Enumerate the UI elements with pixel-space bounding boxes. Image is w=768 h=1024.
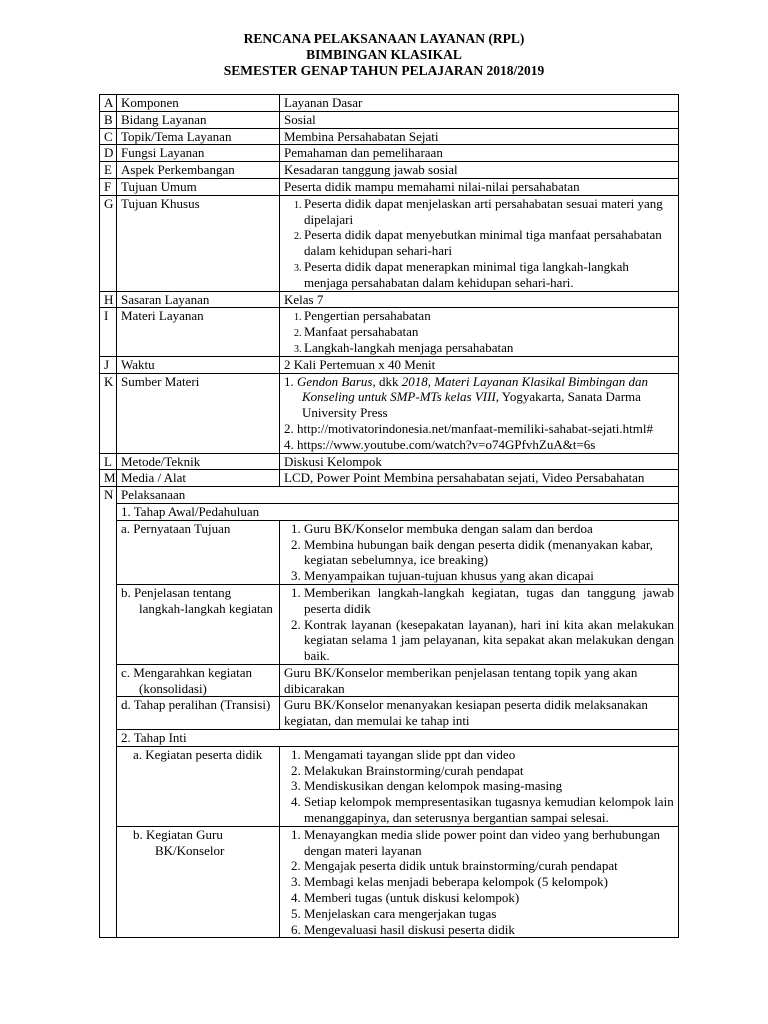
source-1-author: Gendon Barus bbox=[297, 373, 373, 389]
row-letter: K bbox=[100, 373, 117, 453]
source-1 bbox=[284, 374, 674, 421]
list-item: 4. Setiap kelompok mempresentasikan tugasnya kemudian kelompok lain menanggapinya, dan seterusnya bergantian sampai selesai. bbox=[304, 794, 674, 826]
table-row bbox=[100, 826, 679, 938]
table-row bbox=[100, 145, 679, 162]
list-item: 2. Membina hubungan baik dengan peserta didik (menanyakan kabar, kegiatan sebelumnya, ice breaking) bbox=[304, 537, 674, 569]
row-letter: G bbox=[100, 195, 117, 291]
sub-label: c. Mengarahkan kegiatan (konsolidasi) bbox=[117, 664, 280, 697]
list-item: 1. Peserta didik dapat menjelaskan arti persahabatan sesuai materi yang dipelajari bbox=[304, 196, 674, 228]
source-2[interactable]: 2. http://motivatorindonesia.net/manfaat-memiliki-sahabat-sejati.html# bbox=[284, 420, 653, 436]
table-row bbox=[100, 453, 679, 470]
row-letter: A bbox=[100, 95, 117, 112]
row-value bbox=[280, 373, 679, 453]
sub-value bbox=[280, 826, 679, 938]
table-row bbox=[100, 697, 679, 730]
doc-title-line2: BIMBINGAN KLASIKAL bbox=[306, 47, 462, 62]
row-value: Membina Persahabatan Sejati bbox=[280, 128, 679, 145]
row-letter: E bbox=[100, 162, 117, 179]
list-item: 3. Menyampaikan tujuan-tujuan khusus yang akan dicapai bbox=[304, 568, 674, 584]
table-row bbox=[100, 487, 679, 504]
sub-label: b. Penjelasan tentang langkah-langkah kegiatan bbox=[117, 584, 280, 664]
doc-title-line3: SEMESTER GENAP TAHUN PELAJARAN 2018/2019 bbox=[223, 63, 545, 78]
list-item: 5. Menjelaskan cara mengerjakan tugas bbox=[304, 906, 674, 922]
table-row bbox=[100, 730, 679, 747]
row-label: Waktu bbox=[117, 356, 280, 373]
source-1-etal: , dkk bbox=[372, 373, 402, 389]
table-row bbox=[100, 520, 679, 584]
rpl-table bbox=[99, 94, 679, 938]
table-row bbox=[100, 584, 679, 664]
sub-value: Guru BK/Konselor menanyakan kesiapan peserta didik melaksanakan kegiatan, dan memulai ke tahap inti bbox=[280, 697, 679, 730]
sub-value bbox=[280, 746, 679, 826]
row-label: Topik/Tema Layanan bbox=[117, 128, 280, 145]
list-item: 3. Membagi kelas menjadi beberapa kelompok (5 kelompok) bbox=[304, 874, 674, 890]
row-label: Bidang Layanan bbox=[117, 111, 280, 128]
row-value: Layanan Dasar bbox=[280, 95, 679, 112]
list-item: 2. Mengajak peserta didik untuk brainstorming/curah pendapat bbox=[304, 858, 674, 874]
table-row bbox=[100, 503, 679, 520]
row-value: Pemahaman dan pemeliharaan bbox=[280, 145, 679, 162]
row-label: Aspek Perkembangan bbox=[117, 162, 280, 179]
list-item: 2. Melakukan Brainstorming/curah pendapat bbox=[304, 763, 674, 779]
list-item: 2. Manfaat persahabatan bbox=[304, 324, 674, 340]
row-value: Kelas 7 bbox=[280, 291, 679, 308]
row-value: Kesadaran tanggung jawab sosial bbox=[280, 162, 679, 179]
row-label: Sumber Materi bbox=[117, 373, 280, 453]
list-item: 1. Menayangkan media slide power point dan video yang berhubungan dengan materi layanan bbox=[304, 827, 674, 859]
pernyataan-tujuan-list bbox=[284, 521, 674, 584]
row-label: Media / Alat bbox=[117, 470, 280, 487]
list-item: 6. Mengevaluasi hasil diskusi peserta didik bbox=[304, 922, 674, 938]
list-item: 1. Mengamati tayangan slide ppt dan video bbox=[304, 747, 674, 763]
row-value: Diskusi Kelompok bbox=[280, 453, 679, 470]
row-letter: D bbox=[100, 145, 117, 162]
table-row bbox=[100, 308, 679, 356]
source-1-publisher: , Yogyakarta, Sanata Darma University Press bbox=[302, 389, 641, 421]
sub-label: a. Pernyataan Tujuan bbox=[117, 520, 280, 584]
sub-label: b. Kegiatan Guru BK/Konselor bbox=[117, 826, 280, 938]
list-item: 1. Pengertian persahabatan bbox=[304, 308, 674, 324]
table-row bbox=[100, 95, 679, 112]
sub-label: a. Kegiatan peserta didik bbox=[117, 746, 280, 826]
list-item: 3. Mendiskusikan dengan kelompok masing-masing bbox=[304, 778, 674, 794]
row-label: Sasaran Layanan bbox=[117, 291, 280, 308]
row-label: Metode/Teknik bbox=[117, 453, 280, 470]
row-value bbox=[280, 308, 679, 356]
list-item: 2. Kontrak layanan (kesepakatan layanan), hari ini kita akan melakukan kegiatan selama 1 jam pelayanan, kita sepakat akan melakukan dengan baik. bbox=[304, 617, 674, 664]
row-value: 2 Kali Pertemuan x 40 Menit bbox=[280, 356, 679, 373]
table-row bbox=[100, 746, 679, 826]
row-letter: L bbox=[100, 453, 117, 470]
list-item: 2. Peserta didik dapat menyebutkan minimal tiga manfaat persahabatan dalam kehidupan sehari-hari bbox=[304, 227, 674, 259]
row-label: Komponen bbox=[117, 95, 280, 112]
row-letter: M bbox=[100, 470, 117, 487]
list-item: 1. Memberikan langkah-langkah kegiatan, tugas dan tanggung jawab peserta didik bbox=[304, 585, 674, 617]
penjelasan-list bbox=[284, 585, 674, 664]
row-label: Tujuan Umum bbox=[117, 178, 280, 195]
kegiatan-guru-list bbox=[284, 827, 674, 938]
table-row bbox=[100, 373, 679, 453]
row-letter: I bbox=[100, 308, 117, 356]
list-item: 4. Memberi tugas (untuk diskusi kelompok) bbox=[304, 890, 674, 906]
table-row bbox=[100, 178, 679, 195]
table-row bbox=[100, 128, 679, 145]
list-item: 1. Guru BK/Konselor membuka dengan salam dan berdoa bbox=[304, 521, 674, 537]
source-1-title: 2018, Materi Layanan Klasikal Bimbingan dan Konseling untuk SMP-MTs kelas VIII bbox=[302, 373, 648, 405]
sub-label: d. Tahap peralihan (Transisi) bbox=[117, 697, 280, 730]
row-value: LCD, Power Point Membina persahabatan sejati, Video Persabahatan bbox=[280, 470, 679, 487]
sub-value bbox=[280, 584, 679, 664]
source-4[interactable]: 4. https://www.youtube.com/watch?v=o74GPfvhZuA&t=6s bbox=[284, 436, 596, 452]
table-row bbox=[100, 664, 679, 697]
row-value bbox=[280, 195, 679, 291]
kegiatan-peserta-list bbox=[284, 747, 674, 826]
row-label: Materi Layanan bbox=[117, 308, 280, 356]
section-title: 1. Tahap Awal/Pedahuluan bbox=[117, 503, 679, 520]
table-row bbox=[100, 195, 679, 291]
row-letter: J bbox=[100, 356, 117, 373]
sub-value bbox=[280, 520, 679, 584]
row-letter: N bbox=[100, 487, 117, 938]
source-1-num: 1. bbox=[284, 373, 294, 389]
tujuan-khusus-list bbox=[284, 196, 674, 291]
table-row bbox=[100, 162, 679, 179]
row-letter: F bbox=[100, 178, 117, 195]
row-letter: H bbox=[100, 291, 117, 308]
sub-value: Guru BK/Konselor memberikan penjelasan tentang topik yang akan dibicarakan bbox=[280, 664, 679, 697]
table-row bbox=[100, 111, 679, 128]
row-label: Fungsi Layanan bbox=[117, 145, 280, 162]
row-letter: C bbox=[100, 128, 117, 145]
list-item: 3. Peserta didik dapat menerapkan minimal tiga langkah-langkah menjaga persahabatan dalam kehidupan sehari-hari. bbox=[304, 259, 674, 291]
doc-title-line1: RENCANA PELAKSANAAN LAYANAN (RPL) bbox=[243, 31, 525, 46]
table-row bbox=[100, 356, 679, 373]
materi-list bbox=[284, 308, 674, 355]
row-value: Peserta didik mampu memahami nilai-nilai persahabatan bbox=[280, 178, 679, 195]
row-letter: B bbox=[100, 111, 117, 128]
row-label: Pelaksanaan bbox=[117, 487, 679, 504]
table-row bbox=[100, 470, 679, 487]
row-label: Tujuan Khusus bbox=[117, 195, 280, 291]
table-row bbox=[100, 291, 679, 308]
section-title: 2. Tahap Inti bbox=[117, 730, 679, 747]
row-value: Sosial bbox=[280, 111, 679, 128]
list-item: 3. Langkah-langkah menjaga persahabatan bbox=[304, 340, 674, 356]
